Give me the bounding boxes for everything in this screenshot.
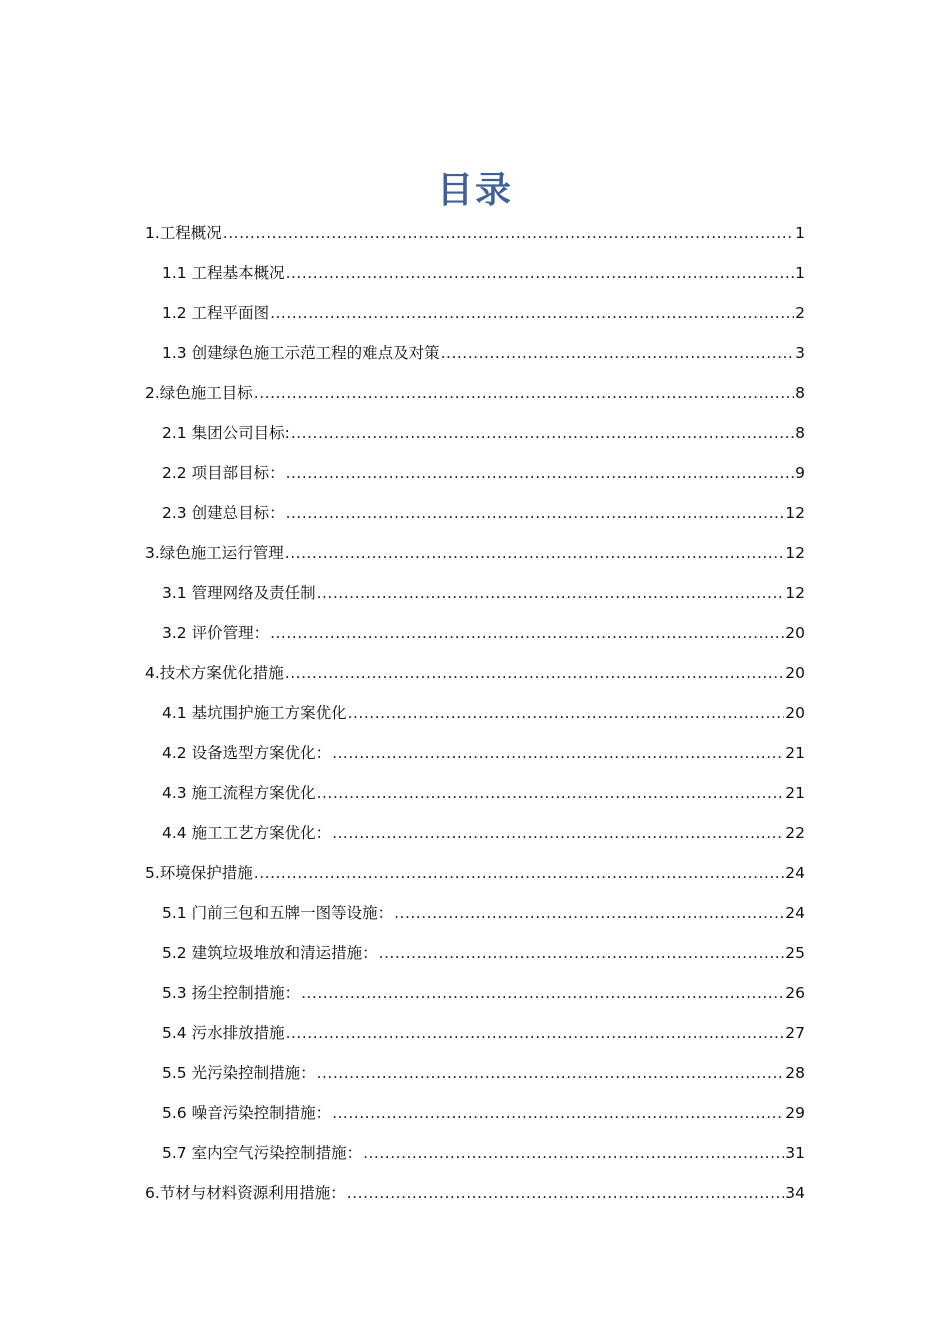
toc-entry-label: 2.绿色施工目标: [145, 384, 253, 402]
toc-entry[interactable]: [145, 859, 805, 899]
toc-entry[interactable]: [145, 459, 805, 499]
toc-dot-leader: [363, 1139, 784, 1167]
toc-dot-leader: [332, 739, 784, 767]
toc-page-number: 1: [795, 224, 805, 242]
toc-dot-leader: [286, 499, 785, 527]
toc-page-number: 27: [785, 1024, 805, 1042]
toc-page-number: 22: [785, 824, 805, 842]
toc-page-number: 9: [795, 464, 805, 482]
toc-entry-label: 5.7 室内空气污染控制措施：: [162, 1144, 363, 1162]
toc-dot-leader: [270, 619, 784, 647]
toc-page-number: 26: [785, 984, 805, 1002]
toc-entry-label: 3.绿色施工运行管理: [145, 544, 284, 562]
toc-entry[interactable]: [145, 539, 805, 579]
toc-entry[interactable]: [145, 219, 805, 259]
toc-page-number: 3: [795, 344, 805, 362]
toc-entry-label: 4.2 设备选型方案优化：: [162, 744, 332, 762]
toc-entry[interactable]: [145, 1099, 805, 1139]
toc-page-number: 20: [785, 624, 805, 642]
toc-entry[interactable]: [145, 699, 805, 739]
toc-dot-leader: [285, 539, 784, 567]
toc-entry[interactable]: [145, 259, 805, 299]
table-of-contents: [145, 219, 805, 1219]
toc-entry[interactable]: [145, 979, 805, 1019]
toc-entry-label: 1.3 创建绿色施工示范工程的难点及对策: [162, 344, 440, 362]
toc-entry-label: 2.1 集团公司目标:: [162, 424, 290, 442]
toc-dot-leader: [394, 899, 784, 927]
toc-entry-label: 5.3 扬尘控制措施：: [162, 984, 301, 1002]
toc-dot-leader: [286, 459, 795, 487]
toc-dot-leader: [347, 1179, 784, 1207]
toc-entry[interactable]: [145, 899, 805, 939]
toc-entry[interactable]: [145, 1059, 805, 1099]
toc-dot-leader: [286, 259, 795, 287]
toc-entry-label: 5.1 门前三包和五牌一图等设施：: [162, 904, 394, 922]
toc-page-number: 2: [795, 304, 805, 322]
toc-page-number: 34: [785, 1184, 805, 1202]
toc-dot-leader: [270, 299, 794, 327]
toc-page-number: 1: [795, 264, 805, 282]
toc-entry-label: 4.3 施工流程方案优化: [162, 784, 316, 802]
toc-page-number: 8: [795, 384, 805, 402]
toc-entry[interactable]: [145, 1179, 805, 1219]
toc-entry[interactable]: [145, 379, 805, 419]
toc-dot-leader: [317, 779, 785, 807]
toc-entry-label: 5.4 污水排放措施: [162, 1024, 285, 1042]
toc-entry-label: 5.2 建筑垃圾堆放和清运措施：: [162, 944, 378, 962]
toc-dot-leader: [332, 819, 784, 847]
toc-page-number: 21: [785, 784, 805, 802]
toc-page-number: 28: [785, 1064, 805, 1082]
toc-title: 目录: [436, 170, 513, 211]
toc-page-number: 12: [785, 584, 805, 602]
toc-dot-leader: [254, 379, 794, 407]
toc-dot-leader: [348, 699, 785, 727]
toc-entry-label: 4.技术方案优化措施: [145, 664, 284, 682]
toc-entry-label: 3.1 管理网络及责任制: [162, 584, 316, 602]
toc-dot-leader: [291, 419, 794, 447]
toc-entry-label: 3.2 评价管理：: [162, 624, 270, 642]
toc-entry[interactable]: [145, 779, 805, 819]
toc-entry-label: 5.6 噪音污染控制措施：: [162, 1104, 332, 1122]
toc-page-number: 20: [785, 664, 805, 682]
toc-entry-label: 6.节材与材料资源利用措施：: [145, 1184, 346, 1202]
toc-page-number: 21: [785, 744, 805, 762]
toc-page-number: 24: [785, 864, 805, 882]
toc-entry[interactable]: [145, 739, 805, 779]
toc-entry[interactable]: [145, 939, 805, 979]
toc-dot-leader: [441, 339, 795, 367]
toc-entry[interactable]: [145, 619, 805, 659]
toc-entry[interactable]: [145, 1019, 805, 1059]
toc-dot-leader: [301, 979, 784, 1007]
toc-entry-label: 4.1 基坑围护施工方案优化: [162, 704, 347, 722]
toc-entry-label: 5.环境保护措施: [145, 864, 253, 882]
toc-entry[interactable]: [145, 419, 805, 459]
toc-page-number: 20: [785, 704, 805, 722]
toc-entry-label: 1.2 工程平面图: [162, 304, 270, 322]
toc-entry-label: 1.1 工程基本概况: [162, 264, 285, 282]
toc-dot-leader: [317, 1059, 785, 1087]
toc-dot-leader: [285, 659, 784, 687]
toc-dot-leader: [254, 859, 784, 887]
toc-entry-label: 5.5 光污染控制措施：: [162, 1064, 316, 1082]
toc-page-number: 24: [785, 904, 805, 922]
toc-entry[interactable]: [145, 299, 805, 339]
toc-dot-leader: [379, 939, 785, 967]
toc-dot-leader: [223, 219, 794, 247]
toc-dot-leader: [317, 579, 785, 607]
toc-dot-leader: [286, 1019, 785, 1047]
toc-entry-label: 1.工程概况: [145, 224, 222, 242]
toc-entry-label: 2.2 项目部目标：: [162, 464, 285, 482]
toc-dot-leader: [332, 1099, 784, 1127]
toc-page-number: 12: [785, 504, 805, 522]
toc-entry[interactable]: [145, 819, 805, 859]
toc-entry-label: 2.3 创建总目标：: [162, 504, 285, 522]
toc-page-number: 31: [785, 1144, 805, 1162]
toc-entry-label: 4.4 施工工艺方案优化：: [162, 824, 332, 842]
toc-page-number: 12: [785, 544, 805, 562]
toc-entry[interactable]: [145, 499, 805, 539]
toc-page-number: 8: [795, 424, 805, 442]
toc-entry[interactable]: [145, 1139, 805, 1179]
toc-entry[interactable]: [145, 339, 805, 379]
toc-entry[interactable]: [145, 579, 805, 619]
toc-page-number: 25: [785, 944, 805, 962]
toc-entry[interactable]: [145, 659, 805, 699]
toc-page-number: 29: [785, 1104, 805, 1122]
